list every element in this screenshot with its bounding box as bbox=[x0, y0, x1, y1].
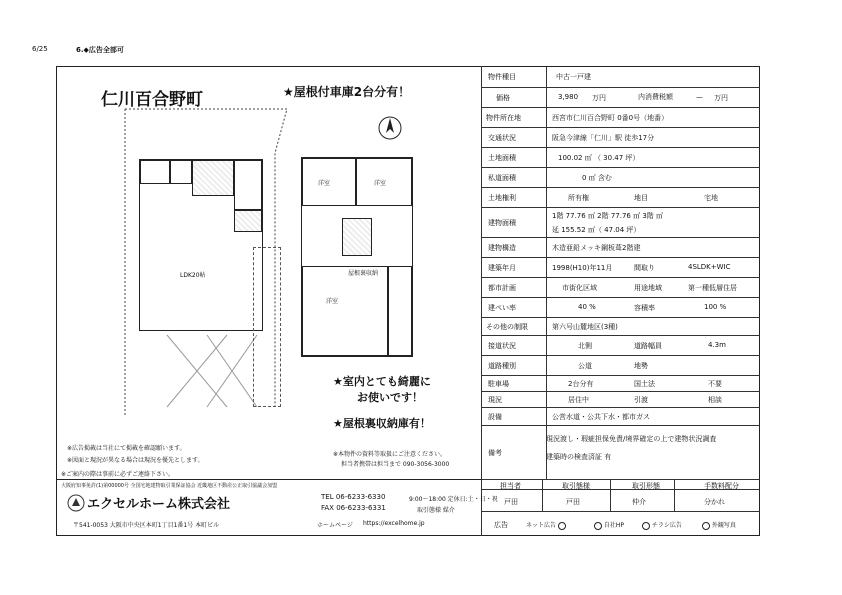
ad-hp[interactable]: 自社HP bbox=[594, 520, 624, 530]
structure-value: 木造亜鉛メッキ鋼板葺2階建 bbox=[552, 244, 641, 252]
ad-net[interactable]: ネット広告 bbox=[526, 520, 566, 530]
built-label: 建築年月 bbox=[488, 264, 516, 272]
notes-left-2: ※図面と現況が異なる場合は現況を優先とします。 bbox=[67, 457, 204, 464]
ad-flyer[interactable]: チラシ広告 bbox=[642, 520, 682, 530]
broker-divider-3 bbox=[674, 479, 675, 511]
notes-left-1: ※広告掲載は当社にて掲載を確認願います。 bbox=[67, 445, 186, 452]
closet-2f bbox=[388, 266, 412, 356]
far-label: 容積率 bbox=[634, 304, 655, 312]
row-ratio bbox=[482, 297, 760, 317]
floor-2-plan bbox=[301, 157, 413, 357]
city-value: 市街化区域 bbox=[562, 284, 597, 292]
layout-label: 間取り bbox=[634, 264, 655, 272]
room-attic-label: 屋根裏収納 bbox=[348, 270, 379, 277]
ad-net-check-icon bbox=[558, 522, 566, 530]
far-value: 100 % bbox=[704, 303, 727, 311]
structure-label: 建物構造 bbox=[488, 244, 516, 252]
zoning-value: 第一種低層住居 bbox=[688, 284, 737, 292]
broker-v2: 戸田 bbox=[566, 498, 580, 506]
ad-flyer-check-icon bbox=[642, 522, 650, 530]
broker-v1: 戸田 bbox=[504, 498, 518, 506]
row-built bbox=[482, 257, 760, 277]
tax-unit: 万円 bbox=[714, 94, 728, 102]
company-license: 大阪府知事免許(1)第00000号 全国宅地建物取引業保証協会 近畿地区不動産公正取引協議会加盟 bbox=[61, 483, 278, 489]
setback-label: 地勢 bbox=[634, 362, 648, 370]
row-type bbox=[482, 67, 760, 87]
company-note: 取引態様 媒介 bbox=[417, 507, 455, 514]
road-width-value: 4.3m bbox=[708, 341, 726, 349]
row-price bbox=[482, 87, 760, 107]
price-unit: 万円 bbox=[592, 94, 606, 102]
private-road-value: 0 ㎡ 含む bbox=[582, 174, 612, 182]
notes-right-1: ※本物件の資料等取扱にご注意ください。 bbox=[333, 451, 447, 458]
row-structure bbox=[482, 237, 760, 257]
right-label: 土地権利 bbox=[488, 194, 516, 202]
row-city bbox=[482, 277, 760, 297]
tax-label: 内消費税額 bbox=[638, 93, 673, 101]
traffic-value: 阪急今津線「仁川」駅 徒歩17分 bbox=[552, 134, 655, 142]
room-entrance bbox=[234, 160, 262, 210]
traffic-label: 交通状況 bbox=[488, 134, 516, 142]
address-value: 西宮市仁川百合野町 0番0号（地番） bbox=[552, 114, 669, 122]
row-parking bbox=[482, 375, 760, 391]
broker-h3: 取引形態 bbox=[632, 482, 660, 490]
company-fax: FAX 06-6233-6331 bbox=[321, 504, 386, 512]
company-url-label: ホームページ bbox=[317, 522, 353, 529]
row-remarks bbox=[482, 425, 760, 479]
remarks-value-1: 現況渡し・瑕疵担保免責/境界確定の上で建物状況調査 bbox=[546, 435, 717, 443]
built-value: 1998(H10)年11月 bbox=[552, 264, 613, 272]
broker-divider-1 bbox=[542, 479, 543, 511]
private-road-label: 私道面積 bbox=[488, 174, 516, 182]
delivery-label: 引渡 bbox=[634, 396, 648, 404]
ads-row bbox=[482, 511, 760, 535]
building-value-1: 1階 77.76 ㎡ 2階 77.76 ㎡ 3階 ㎡ bbox=[552, 212, 664, 220]
broker-h1: 担当者 bbox=[500, 482, 521, 490]
row-other bbox=[482, 317, 760, 335]
company-url[interactable]: https://excelhome.jp bbox=[363, 520, 425, 527]
zoning-label: 用途地域 bbox=[634, 284, 662, 292]
room-w3-label: 洋室 bbox=[326, 298, 339, 305]
road-label: 接道状況 bbox=[488, 342, 516, 350]
ad-hp-check-icon bbox=[594, 522, 602, 530]
row-building bbox=[482, 207, 760, 237]
feature-clean-2: お使いです！ bbox=[357, 391, 423, 404]
land-label: 土地面積 bbox=[488, 154, 516, 162]
room-ldk-label: LDK20帖 bbox=[180, 272, 206, 279]
land-act-label: 国土法 bbox=[634, 380, 655, 388]
ad-photo[interactable]: 外観写真 bbox=[702, 520, 736, 530]
garage-structure bbox=[253, 247, 281, 407]
remarks-label: 備考 bbox=[488, 449, 502, 457]
equip-label: 設備 bbox=[488, 413, 502, 421]
broker-h2: 取引態様 bbox=[562, 482, 590, 490]
broker-v4: 分かれ bbox=[704, 498, 725, 506]
bcr-value: 40 % bbox=[578, 303, 596, 311]
layout-value: 4SLDK+WIC bbox=[688, 263, 731, 271]
price-value: 3,980 bbox=[558, 93, 579, 101]
broker-value-row bbox=[482, 489, 760, 511]
room-wc bbox=[170, 160, 192, 184]
area-name: 仁川百合野町 bbox=[101, 90, 203, 110]
company-tel: TEL 06-6233-6330 bbox=[321, 493, 386, 501]
row-address bbox=[482, 107, 760, 127]
building-value-2: 延 155.52 ㎡（ 47.04 坪） bbox=[552, 226, 641, 234]
delivery-value: 相談 bbox=[708, 396, 722, 404]
company-name: エクセルホーム株式会社 bbox=[87, 497, 231, 512]
row-equip bbox=[482, 407, 760, 425]
road-type-label: 道路種別 bbox=[488, 362, 516, 370]
notes-right-2: 担当者携帯は担当まで 090-3056-3000 bbox=[341, 461, 450, 468]
header-date: 6/25 bbox=[32, 45, 48, 53]
chimoku-label: 地目 bbox=[634, 194, 648, 202]
city-label: 都市計画 bbox=[488, 284, 516, 292]
address-label: 物件所在地 bbox=[486, 114, 521, 122]
ad-photo-check-icon bbox=[702, 522, 710, 530]
other-value: 第六号山麓地区(3種) bbox=[552, 323, 618, 331]
ads-label: 広告 bbox=[494, 521, 508, 529]
row-current bbox=[482, 391, 760, 407]
stair-1f bbox=[234, 210, 262, 232]
feature-attic: ★屋根裏収納庫有！ bbox=[333, 417, 431, 430]
row-road bbox=[482, 335, 760, 355]
chimoku-value: 宅地 bbox=[704, 194, 718, 202]
remarks-value-2: 建築時の検査済証 有 bbox=[546, 453, 612, 461]
feature-garage: ★屋根付車庫2台分有！ bbox=[283, 85, 411, 99]
row-traffic bbox=[482, 127, 760, 147]
north-arrow-icon bbox=[377, 115, 403, 141]
road-value: 北側 bbox=[578, 342, 592, 350]
equip-value: 公営水道・公共下水・都市ガス bbox=[552, 413, 650, 421]
company-logo-icon bbox=[67, 494, 85, 512]
company-footer bbox=[57, 479, 498, 536]
broker-v3: 仲介 bbox=[632, 498, 646, 506]
room-w2-label: 洋室 bbox=[374, 180, 387, 187]
parking-label: 駐車場 bbox=[488, 380, 509, 388]
room-attic bbox=[302, 266, 388, 356]
type-value: 中古一戸建 bbox=[556, 73, 591, 81]
header-notice: 6.◆広告全部可 bbox=[76, 46, 124, 54]
current-value: 居住中 bbox=[568, 396, 589, 404]
bcr-label: 建ぺい率 bbox=[488, 304, 516, 312]
other-label: その他の制限 bbox=[486, 323, 528, 331]
parking-value: 2台分有 bbox=[568, 380, 594, 388]
row-land bbox=[482, 147, 760, 167]
broker-header-row bbox=[482, 479, 760, 489]
building-label: 建物面積 bbox=[488, 219, 516, 227]
notes-left-3: ※ご案内の際は事前に必ずご連絡下さい。 bbox=[61, 471, 175, 478]
feature-clean-1: ★室内とても綺麗に bbox=[333, 375, 431, 388]
right-value: 所有権 bbox=[568, 194, 589, 202]
company-address: 〒541-0053 大阪市中央区本町1丁目1番1号 本町ビル bbox=[73, 522, 220, 529]
row-right bbox=[482, 187, 760, 207]
row-road-type bbox=[482, 355, 760, 375]
spec-label-divider bbox=[546, 67, 547, 479]
room-bath bbox=[140, 160, 170, 184]
floor-plan-area bbox=[57, 67, 481, 479]
road-type-value: 公道 bbox=[578, 362, 592, 370]
stair-2f bbox=[342, 218, 372, 256]
spec-table bbox=[482, 67, 760, 535]
road-width-label: 道路幅員 bbox=[634, 342, 662, 350]
floor-1-plan bbox=[139, 159, 263, 331]
room-w1-label: 洋室 bbox=[318, 180, 331, 187]
tax-value: — bbox=[696, 93, 703, 101]
room-kitchen bbox=[192, 160, 234, 196]
broker-h4: 手数料配分 bbox=[704, 482, 739, 490]
row-private-road bbox=[482, 167, 760, 187]
land-value: 100.02 ㎡ （ 30.47 坪） bbox=[558, 154, 640, 162]
current-label: 現況 bbox=[488, 396, 502, 404]
price-label: 価格 bbox=[496, 94, 510, 102]
land-act-value: 不要 bbox=[708, 380, 722, 388]
type-label: 物件種目 bbox=[488, 73, 516, 81]
broker-divider-2 bbox=[610, 479, 611, 511]
company-hours: 9:00〜18:00 定休日:土・日・祝 bbox=[409, 496, 498, 503]
